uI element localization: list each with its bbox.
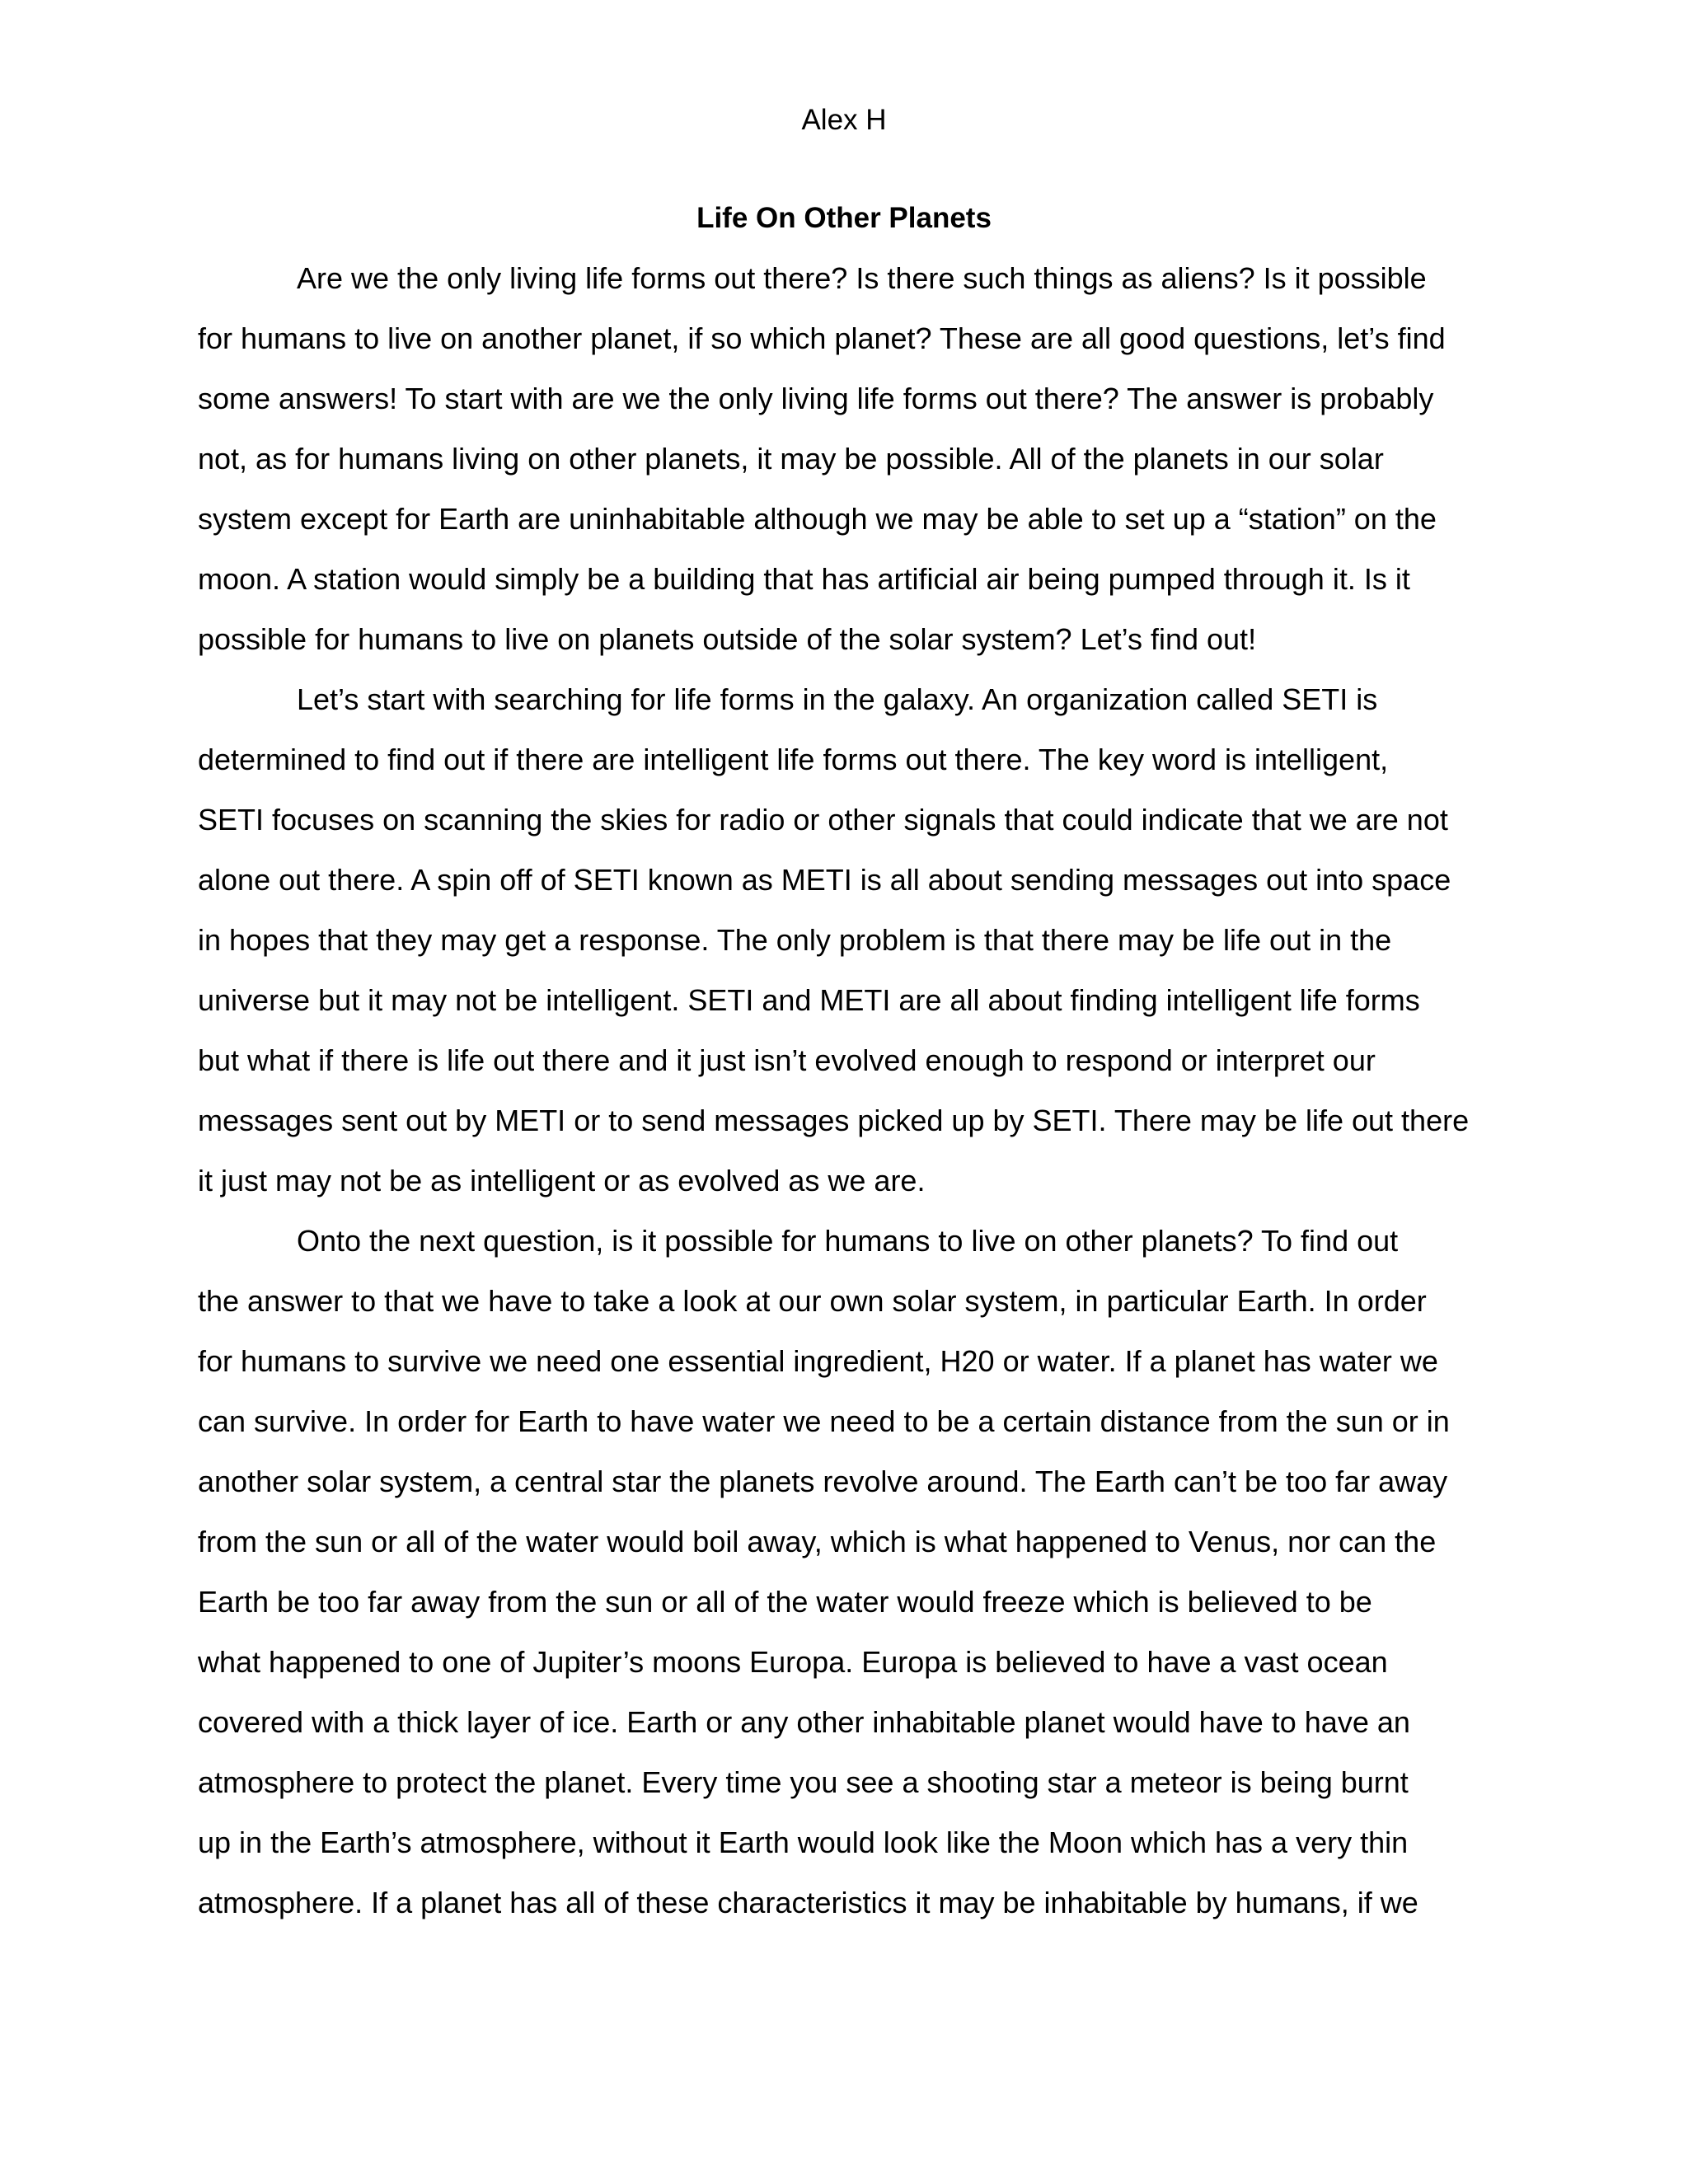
text-line: up in the Earth’s atmosphere, without it Earth would look like the Moon which has a very thin xyxy=(198,1825,1409,1859)
essay-body xyxy=(198,255,1500,1940)
text-line: can survive. In order for Earth to have water we need to be a certain distance from the sun or in xyxy=(198,1404,1450,1438)
text-line: SETI focuses on scanning the skies for radio or other signals that could indicate that we are not xyxy=(198,803,1448,837)
text-line: system except for Earth are uninhabitable although we may be able to set up a “station” on the xyxy=(198,502,1437,536)
text-line: moon. A station would simply be a building that has artificial air being pumped through it. Is it xyxy=(198,562,1410,596)
text-line: not, as for humans living on other planets, it may be possible. All of the planets in our solar xyxy=(198,442,1384,476)
text-line: possible for humans to live on planets outside of the solar system? Let’s find out! xyxy=(198,622,1257,656)
text-line: some answers! To start with are we the only living life forms out there? The answer is probably xyxy=(198,382,1434,415)
text-line: for humans to live on another planet, if so which planet? These are all good questions, let’s find xyxy=(198,321,1446,355)
author-name: Alex H xyxy=(801,104,887,136)
paragraph-first-line: Onto the next question, is it possible for humans to live on other planets? To find out xyxy=(297,1224,1399,1258)
text-line: in hopes that they may get a response. The only problem is that there may be life out in the xyxy=(198,923,1392,957)
paragraph-first-line: Are we the only living life forms out there? Is there such things as aliens? Is it possible xyxy=(297,261,1427,295)
text-line: but what if there is life out there and it just isn’t evolved enough to respond or interpret our xyxy=(198,1043,1376,1077)
text-line: alone out there. A spin off of SETI known as METI is all about sending messages out into space xyxy=(198,863,1451,897)
text-line: it just may not be as intelligent or as evolved as we are. xyxy=(198,1164,926,1197)
text-line: atmosphere to protect the planet. Every time you see a shooting star a meteor is being burnt xyxy=(198,1765,1409,1799)
text-line: what happened to one of Jupiter’s moons Europa. Europa is believed to have a vast ocean xyxy=(198,1645,1388,1679)
text-line: Earth be too far away from the sun or all of the water would freeze which is believed to be xyxy=(198,1585,1372,1619)
text-line: messages sent out by METI or to send messages picked up by SETI. There may be life out there xyxy=(198,1104,1470,1137)
text-line: determined to find out if there are intelligent life forms out there. The key word is intelligent, xyxy=(198,743,1389,776)
text-line: for humans to survive we need one essential ingredient, H20 or water. If a planet has water we xyxy=(198,1344,1438,1378)
paragraph-first-line: Let’s start with searching for life forms in the galaxy. An organization called SETI is xyxy=(297,682,1378,716)
text-line: universe but it may not be intelligent. SETI and METI are all about finding intelligent life forms xyxy=(198,983,1420,1017)
document-title: Life On Other Planets xyxy=(696,202,992,234)
text-line: another solar system, a central star the planets revolve around. The Earth can’t be too far away xyxy=(198,1465,1448,1498)
text-line: atmosphere. If a planet has all of these characteristics it may be inhabitable by humans, if we xyxy=(198,1886,1418,1919)
text-line: covered with a thick layer of ice. Earth or any other inhabitable planet would have to have an xyxy=(198,1705,1410,1739)
text-line: the answer to that we have to take a look at our own solar system, in particular Earth. In order xyxy=(198,1284,1427,1318)
text-line: from the sun or all of the water would boil away, which is what happened to Venus, nor can the xyxy=(198,1525,1437,1558)
